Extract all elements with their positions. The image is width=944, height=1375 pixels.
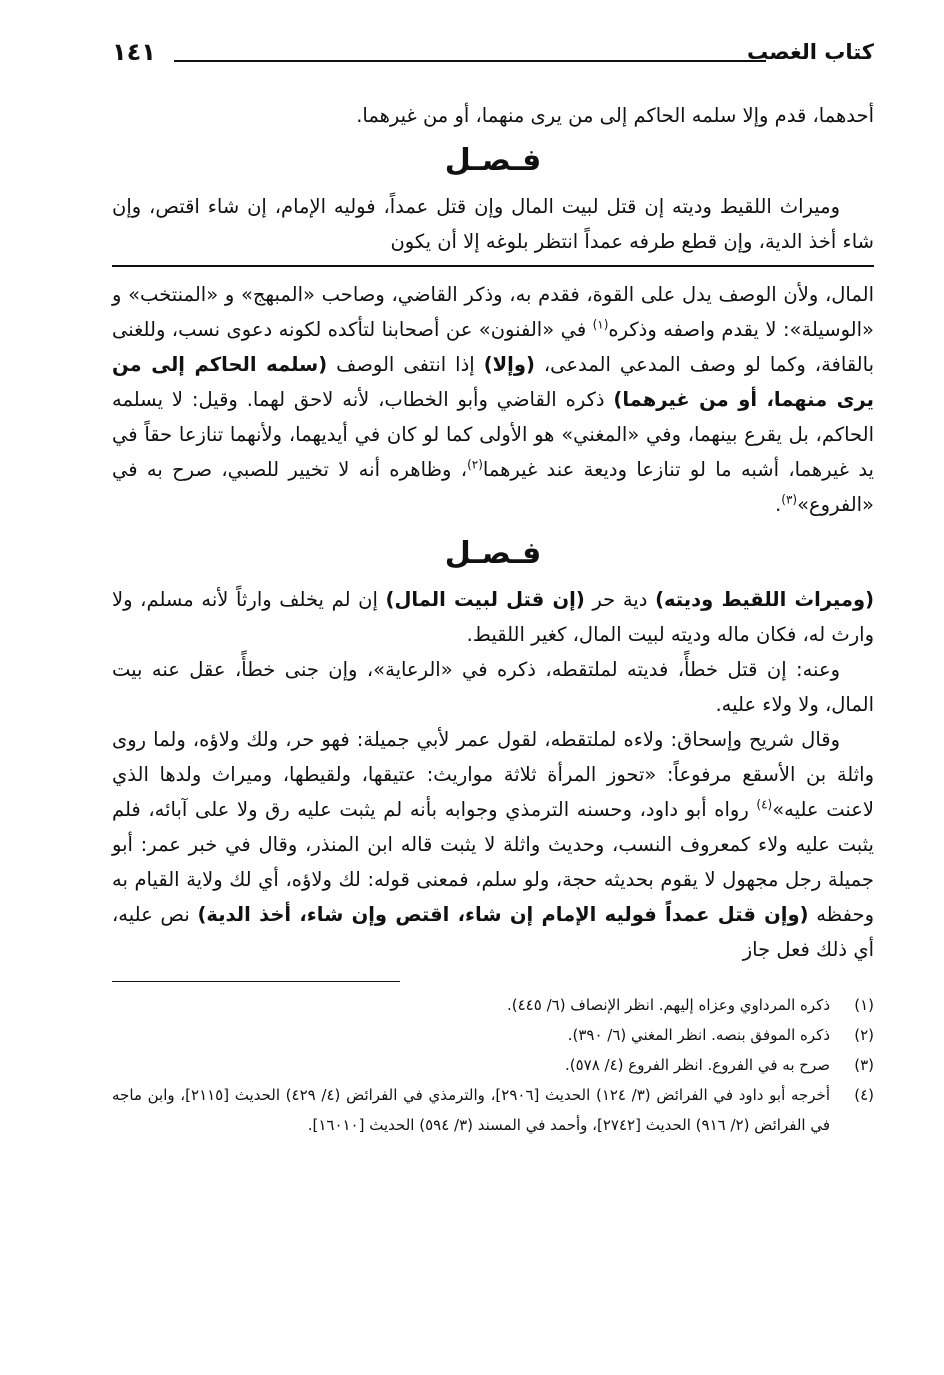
text-run: رواه أبو داود، وحسنه الترمذي وجوابه بأنه لم يثبت عليه رق ولا على آبائه، فلم يثبت عليه ولاء كمعروف النسب، وحديث واثلة لا يثبت قاله ابن المنذر، وقال في خبر عمر: أبو جميلة رجل مجهول لا يقوم بحديثه حجة، ولو سلم، فمعنى قوله: لك ولاؤه، أي لك ولاية القيام به وحفظه	[112, 798, 874, 926]
matn-quote: (سلمه الحاكم إلى من يرى منهما، أو من غيرهما)	[112, 353, 874, 411]
footnote-text: صرح به في الفروع. انظر الفروع (٤/ ٥٧٨).	[564, 1056, 830, 1074]
chapter-title: كتاب الغصب	[747, 40, 874, 64]
footnote-number: (٤)	[854, 1086, 874, 1104]
footnote-ref: (٢)	[467, 457, 483, 472]
text-run: دية حر	[584, 588, 656, 611]
header-rule	[174, 60, 766, 62]
footnote-number: (٢)	[854, 1026, 874, 1044]
footnote-number: (٣)	[854, 1056, 874, 1074]
text-run: في «الفنون» عن أصحابنا لتأكده لكونه دعوى نسب، وللغنى بالقافة، وكما لو وصف المدعي المدعى،	[112, 318, 874, 376]
text-run: نص عليه، أي ذلك فعل جاز	[112, 903, 874, 961]
footnote	[112, 990, 874, 1020]
matn-line: أحدهما، قدم وإلا سلمه الحاكم إلى من يرى منهما، أو من غيرهما.	[356, 104, 874, 127]
text-run: إذا انتفى الوصف	[327, 353, 484, 376]
footnote-text: أخرجه أبو داود في الفرائض (٣/ ١٢٤) الحديث [٢٩٠٦]، والترمذي في الفرائض (٤/ ٤٢٩) الحديث [٢١١٥]، وابن ماجه في الفرائض (٢/ ٩١٦) الحديث [٢٧٤٢]، وأحمد في المسند (٣/ ٥٩٤) الحديث [١٦٠١٠].	[112, 1086, 830, 1134]
sharh-paragraph	[112, 722, 874, 967]
text-run: .	[775, 493, 782, 516]
footnote-text: ذكره المرداوي وعزاه إليهم. انظر الإنصاف (٦/ ٤٤٥).	[507, 996, 830, 1014]
footnote-ref: (٣)	[781, 492, 798, 507]
text-run: إن لم يخلف وارثاً لأنه مسلم، ولا وارث له، فكان ماله وديته لبيت المال، كغير اللقيط.	[112, 588, 874, 646]
text-run: ، وظاهره أنه لا تخيير للصبي، صرح به في «الفروع»	[112, 458, 874, 516]
text-run: ذكره القاضي وأبو الخطاب، لأنه لاحق لهما. وقيل: لا يسلمه الحاكم، بل يقرع بينهما، وفي «المغني» هو الأولى كما لو كان في أيديهما، ولأنهما تنازعا حقاً في يد غيرهما، أشبه ما لو تنازعا وديعة عند غيرهما	[112, 388, 874, 481]
footnote-text: ذكره الموفق بنصه. انظر المغني (٦/ ٣٩٠).	[567, 1026, 830, 1044]
footnote-rule	[112, 981, 400, 982]
text-run: المال، ولأن الوصف يدل على القوة، فقدم به، وذكر القاضي، وصاحب «المبهج» و «المنتخب» و «الوسيلة»: لا يقدم واصفه وذكره	[112, 283, 874, 341]
matn-quote: (وميراث اللقيط وديته)	[655, 588, 874, 611]
footnote-ref: (٤)	[756, 797, 773, 812]
page	[112, 38, 874, 1375]
sharh-paragraph: وعنه: إن قتل خطأً، فديته لملتقطه، ذكره في «الرعاية»، وإن جنى خطأً، عقل عنه بيت المال، ولا ولاء عليه.	[112, 658, 874, 716]
running-header	[112, 38, 874, 72]
footnote-ref: (١)	[592, 317, 609, 332]
footnotes	[112, 990, 874, 1140]
matn-quote: (وإن قتل عمداً فوليه الإمام إن شاء، اقتص وإن شاء، أخذ الدية)	[197, 903, 809, 926]
matn-sharh-divider	[112, 265, 874, 267]
footnote-number: (١)	[854, 996, 874, 1014]
footnote	[112, 1020, 874, 1050]
sharh-paragraph	[112, 277, 874, 522]
matn-paragraph: وميراث اللقيط وديته إن قتل لبيت المال وإن قتل عمداً، فوليه الإمام، إن شاء اقتص، وإن شاء أخذ الدية، وإن قطع طرفه عمداً انتظر بلوغه إلا أن يكون	[112, 195, 874, 253]
page-number: ١٤١	[112, 38, 156, 66]
section-heading: فـصـل	[444, 143, 542, 178]
section-heading: فـصـل	[444, 536, 542, 571]
sharh-paragraph	[112, 582, 874, 652]
footnote	[112, 1080, 874, 1140]
footnote	[112, 1050, 874, 1080]
matn-quote: (وإلا)	[483, 353, 535, 376]
matn-quote: (إن قتل لبيت المال)	[385, 588, 585, 611]
text-run: وقال شريح وإسحاق: ولاءه لملتقطه، لقول عمر لأبي جميلة: فهو حر، ولك ولاؤه، ولما روى واثلة بن الأسقع مرفوعاً: «تحوز المرأة ثلاثة مواريث: عتيقها، ولقيطها، وميراث ولدها الذي لاعنت عليه»	[112, 728, 874, 821]
